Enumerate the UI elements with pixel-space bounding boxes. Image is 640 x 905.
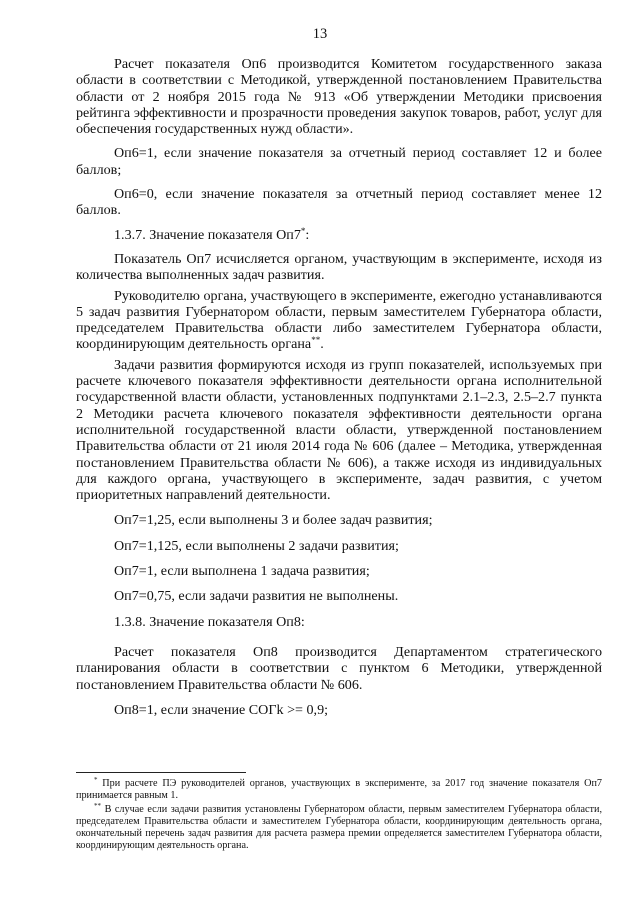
formula-op7-1: Оп7=1, если выполнена 1 задача развития; — [114, 563, 370, 580]
formula-op7-125: Оп7=1,25, если выполнены 3 и более задач развития; — [114, 512, 433, 529]
formula-op7-1125: Оп7=1,125, если выполнены 2 задачи развития; — [114, 537, 399, 554]
footnote-mark-1: * — [300, 225, 306, 236]
footnote-2 — [76, 801, 603, 853]
page-number: 13 — [312, 26, 328, 42]
footnote-2-mark: ** — [94, 801, 101, 810]
paragraph-op6-calculation: Расчет показателя Оп6 производится Комитетом государственного заказа области в соответствии с Методикой, утвержденной постановлением Правительства области от 2 ноября 2015 года № 913 «Об утверждении Методики присвоения рейтинга эффективности и прозрачности проведения закупок товаров, работ, услуг для обеспечения государственных нужд области». — [76, 56, 602, 138]
heading-1-3-7-colon: : — [305, 226, 310, 243]
footnote-mark-2: ** — [311, 335, 321, 346]
paragraph-op7-definition: Показатель Оп7 исчисляется органом, участвующим в эксперименте, исходя из количества выполненных задач развития. — [76, 250, 602, 284]
heading-1-3-7 — [76, 227, 602, 243]
heading-1-3-8: 1.3.8. Значение показателя Оп8: — [114, 613, 305, 630]
paragraph-development-tasks — [76, 288, 602, 353]
formula-op8-1: Оп8=1, если значение СОГk >= 0,9; — [114, 701, 329, 718]
document-body — [76, 56, 602, 718]
footnotes — [76, 778, 602, 853]
footnote-1-mark: * — [94, 776, 98, 784]
paragraph-task-formation: Задачи развития формируются исходя из групп показателей, используемых при расчете ключевого показателя эффективности деятельности органа исполнительной государственной власти области, установленных подпунктами 2.1–2.3, 2.5–2.7 пункта 2 Методики расчета ключевого показателя эффективности деятельности органа исполнительной государственной власти области, утвержденной постановлением Правительства области от 21 июля 2014 года № 606 (далее – Методика, утвержденная постановлением Правительства области № 606), а также исходя из индивидуальных для каждого органа, участвующего в эксперименте, задач развития, с учетом приоритетных направлений деятельности. — [76, 356, 602, 504]
footnote-1-text: При расчете ПЭ руководителей органов, участвующих в эксперименте, за 2017 год значение показателя Оп7 принимается равным 1. — [76, 778, 603, 802]
formula-op7-075: Оп7=0,75, если задачи развития не выполнены. — [114, 588, 399, 605]
paragraph-development-tasks-end: . — [320, 336, 324, 353]
footnote-divider — [76, 772, 246, 773]
formula-op6-0: Оп6=0, если значение показателя за отчетный период составляет менее 12 баллов. — [76, 186, 602, 219]
footnote-2-text: В случае если задачи развития установлены Губернатором области, первым заместителем Губернатора области, председателем Правительства области и заместителем Губернатора области, координирующим деятельность органа, окончательный перечень задач развития для расчета размера премии определяется заместителем Губернатора области, координирующим деятельность органа. — [76, 803, 603, 852]
paragraph-op8-calculation: Расчет показателя Оп8 производится Департаментом стратегического планирования области в соответствии с пунктом 6 Методики, утвержденной постановлением Правительства области № 606. — [76, 643, 602, 693]
footnote-1 — [76, 778, 602, 803]
paragraph-development-tasks-text: Руководителю органа, участвующего в эксперименте, ежегодно устанавливаются 5 задач развития Губернатором области, первым заместителем Губернатора области, председателем Правительства области либо заместителем Губернатора области, координирующим деятельность органа — [76, 287, 602, 353]
heading-1-3-7-text: 1.3.7. Значение показателя Оп7 — [114, 226, 301, 243]
formula-op6-1: Оп6=1, если значение показателя за отчетный период составляет 12 и более баллов; — [76, 145, 602, 178]
